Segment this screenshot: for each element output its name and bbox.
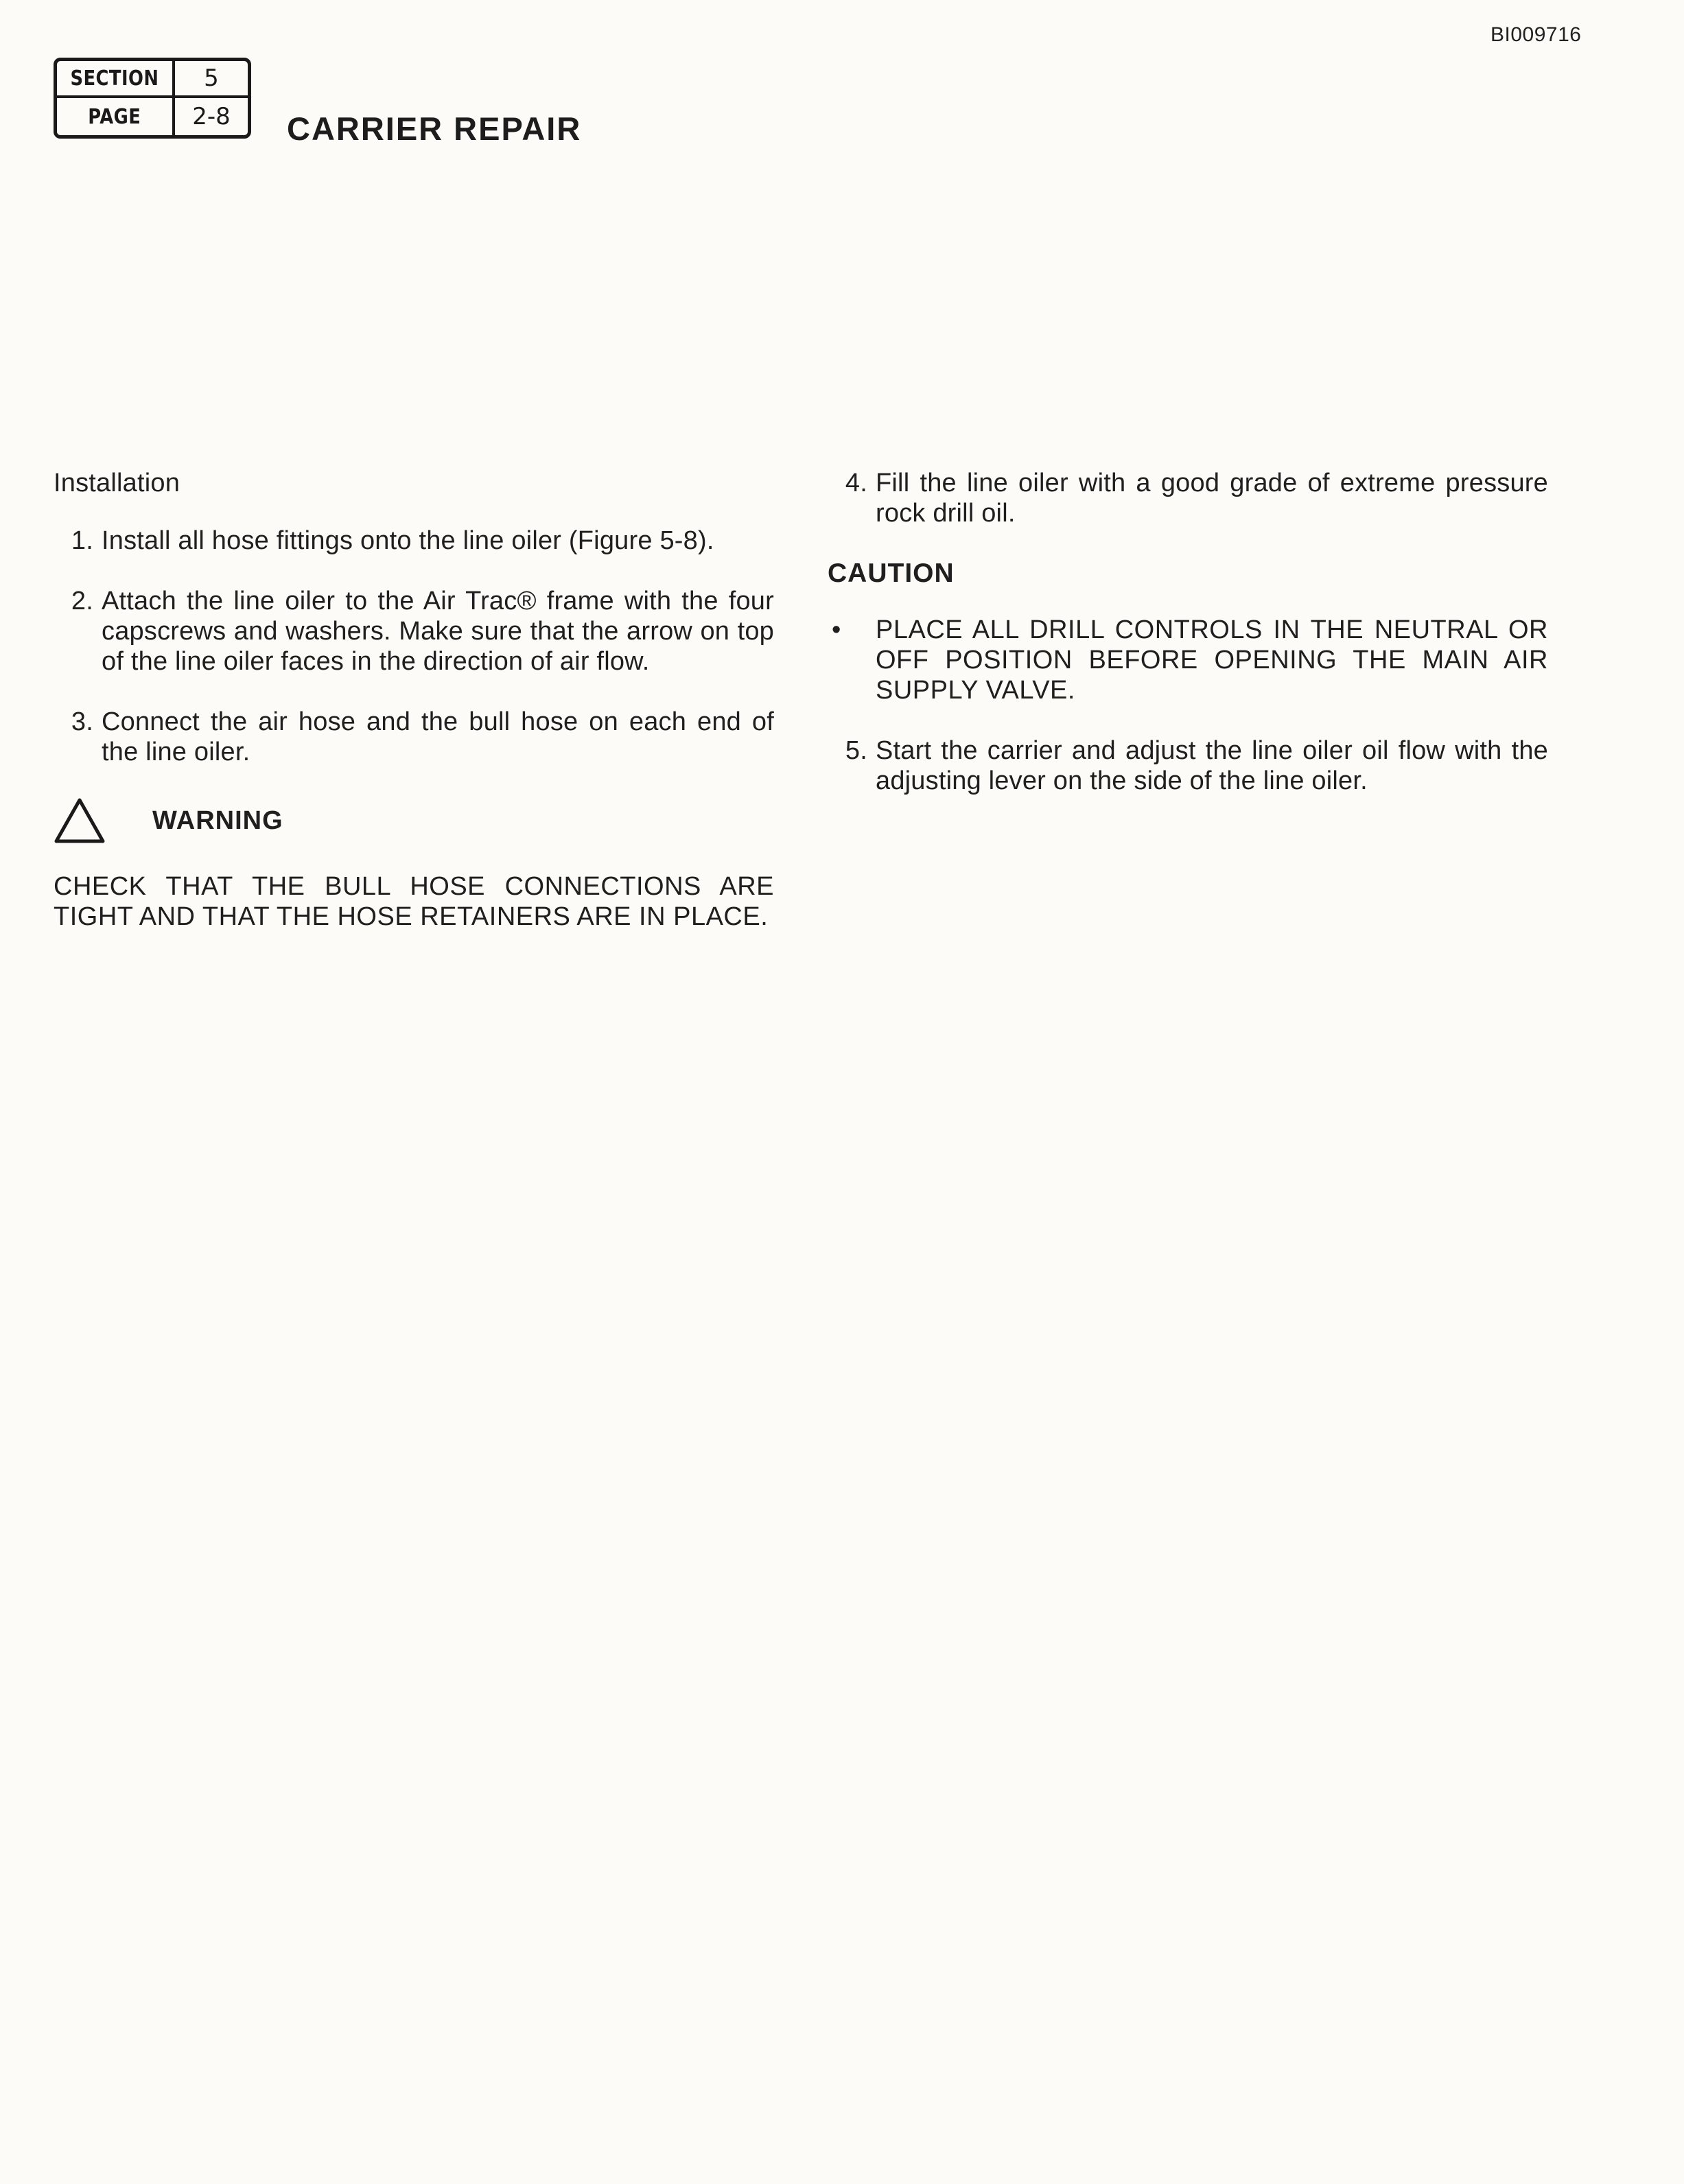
step-text: Install all hose fittings onto the line oiler (Figure 5-8). [102, 526, 714, 555]
warning-triangle-icon [54, 797, 106, 844]
step-1 [54, 526, 774, 556]
step-4 [828, 468, 1548, 528]
step-number: 1. [71, 526, 93, 555]
section-label-cell [57, 61, 175, 98]
page-label-cell [57, 98, 175, 135]
step-number: 3. [71, 707, 93, 736]
page-title: CARRIER REPAIR [287, 110, 582, 147]
warning-text: CHECK THAT THE BULL HOSE CONNECTIONS ARE TIGHT AND THAT THE HOSE RETAINERS ARE IN PLACE. [54, 872, 774, 931]
step-number: 2. [71, 587, 93, 615]
page-value-cell [175, 98, 248, 135]
step-5 [828, 736, 1548, 796]
document-id: BI009716 [1490, 23, 1582, 46]
section-value-cell [175, 61, 248, 98]
warning-header [54, 797, 774, 844]
caution-title: CAUTION [828, 559, 955, 588]
step-3 [54, 707, 774, 767]
section-label: SECTION [70, 66, 159, 91]
step-text: Connect the air hose and the bull hose on each end of the line oiler. [102, 707, 774, 766]
step-text: Attach the line oiler to the Air Trac® frame with the four capscrews and washers. Make sure that the arrow on top of the line oiler faces in the direction of air flow. [102, 587, 774, 676]
section-value: 5 [204, 64, 219, 92]
page-label: PAGE [88, 104, 141, 129]
section-page-box [54, 58, 251, 139]
step-number: 4. [845, 469, 867, 497]
step-text: Start the carrier and adjust the line oiler oil flow with the adjusting lever on the side of the line oiler. [876, 736, 1548, 795]
installation-subheading: Installation [54, 469, 180, 497]
caution-text: PLACE ALL DRILL CONTROLS IN THE NEUTRAL OR OFF POSITION BEFORE OPENING THE MAIN AIR SUPPLY VALVE. [876, 615, 1548, 705]
bullet-icon: • [832, 615, 841, 644]
warning-title: WARNING [152, 806, 283, 835]
left-column [54, 468, 774, 932]
page-value: 2-8 [192, 103, 231, 130]
step-2 [54, 586, 774, 677]
step-text: Fill the line oiler with a good grade of extreme pressure rock drill oil. [876, 469, 1548, 528]
right-column [828, 468, 1548, 826]
caution-item [828, 615, 1548, 705]
step-number: 5. [845, 736, 867, 765]
